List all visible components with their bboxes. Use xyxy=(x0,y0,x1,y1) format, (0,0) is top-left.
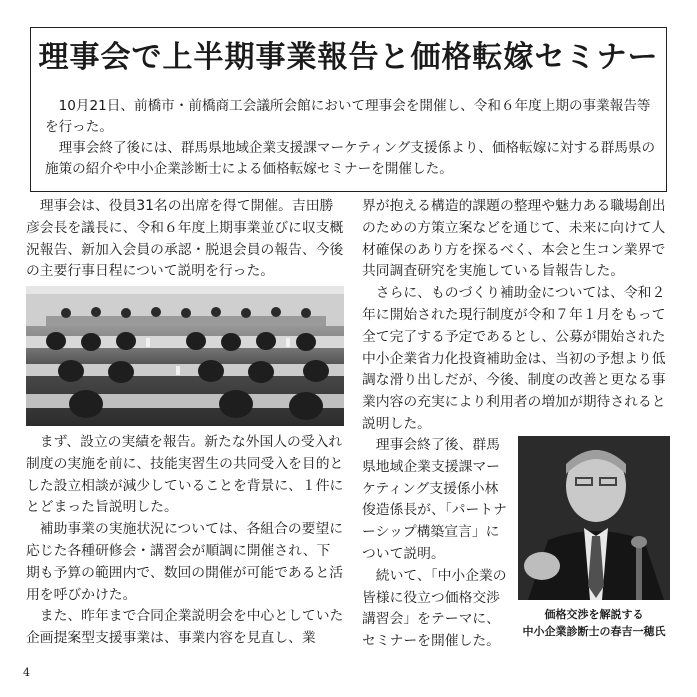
body-paragraph: 界が抱える構造的課題の整理や魅力ある職場創出のための方策立案などを通じて、未来に向けて人材確保のあり方を探るべく、本会と生コン業界で共同調査研究を実施している旨報告した。 xyxy=(362,198,666,280)
lead-paragraph-2: 理事会終了後には、群馬県地域企業支援課マーケティング支援係より、価格転嫁に対する群馬県の施策の紹介や中小企業診断士による価格転嫁セミナーを開催した。 xyxy=(45,140,656,177)
left-column-bottom xyxy=(26,432,344,650)
speaker-photo xyxy=(518,436,670,600)
photo-caption xyxy=(512,606,676,640)
body-paragraph: 理事会は、役員31名の出席を得て開催。吉田勝彦会長を議長に、令和６年度上期事業並びに収支概況報告、新加入会員の承認・脱退会員の報告、今後の主要行事日程について説明を行った。 xyxy=(26,198,344,280)
body-paragraph: また、昨年まで合同企業説明会を中心としていた企画提案型支援事業は、事業内容を見直し、業 xyxy=(26,608,344,647)
right-column-narrow xyxy=(362,435,510,653)
headline-box xyxy=(30,27,667,192)
left-column-top xyxy=(26,196,344,283)
body-paragraph: 理事会終了後、群馬県地域企業支援課マーケティング支援係小林俊造係長が、「パートナーシップ構築宣言」について説明。 xyxy=(362,437,507,562)
lead-summary xyxy=(45,96,657,180)
page-number: 4 xyxy=(23,666,30,679)
body-paragraph: 補助事業の実施状況については、各組合の要望に応じた各種研修会・講習会が順調に開催され、下期も予算の範囲内で、数回の開催が可能であると活用を呼びかけた。 xyxy=(26,521,344,603)
lead-paragraph-1: 10月21日、前橋市・前橋商工会議所会館において理事会を開催し、令和６年度上期の事業報告等を行った。 xyxy=(45,98,651,135)
body-paragraph: まず、設立の実績を報告。新たな外国人の受入れ制度の実施を前に、技能実習生の共同受入を目的とした設立相談が減少していることを背景に、１件にとどまった旨説明した。 xyxy=(26,434,344,516)
caption-line-2: 中小企業診断士の春吉一穂氏 xyxy=(522,625,666,638)
meeting-photo xyxy=(26,286,344,426)
body-paragraph: さらに、ものづくり補助金については、令和２年に開始された現行制度が令和７年１月をもって全て完了する予定であるとし、公募が開始された中小企業省力化投資補助金は、当初の予想より低調な滑り出しだが、今後、制度の改善と更なる事業内容の充実により利用者の増加が期待されると説明した。 xyxy=(362,285,666,432)
meeting-photo-illustration xyxy=(26,286,344,426)
body-paragraph: 続いて、「中小企業の皆様に役立つ価格交渉講習会」をテーマに、セミナーを開催した。 xyxy=(362,567,507,650)
headline: 理事会で上半期事業報告と価格転嫁セミナー xyxy=(38,40,659,75)
caption-line-1: 価格交渉を解説する xyxy=(544,608,644,621)
speaker-photo-illustration xyxy=(518,436,670,600)
right-column-top xyxy=(362,196,672,436)
